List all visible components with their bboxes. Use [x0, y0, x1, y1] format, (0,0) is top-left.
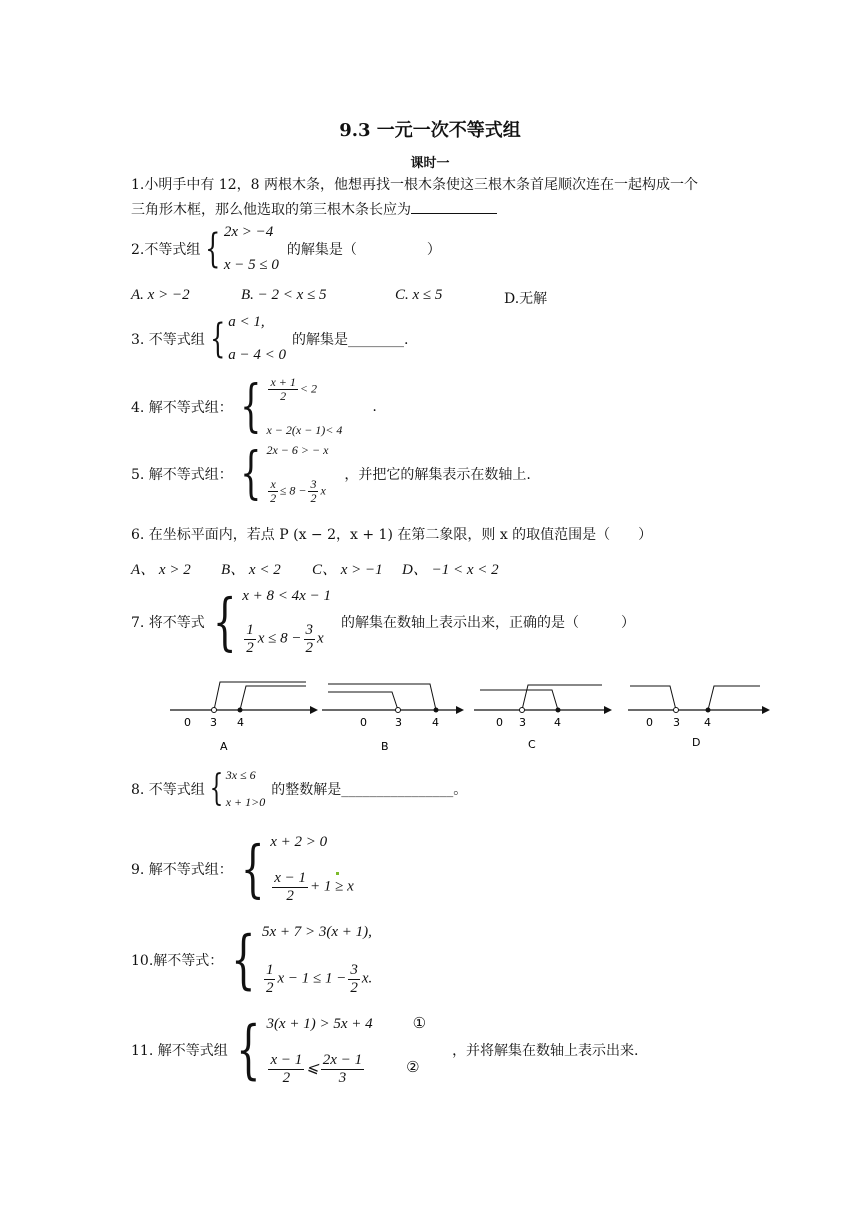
q10-frac2-den: 2	[350, 979, 358, 996]
q10-inequalities	[262, 924, 372, 996]
q9-ineq1: x + 2 > 0	[270, 834, 328, 850]
number-line-d[interactable]	[628, 686, 770, 749]
q11-frac2	[321, 1052, 364, 1086]
tick-c-4: 4	[554, 716, 561, 729]
q11-mark2: ②	[406, 1060, 420, 1077]
q3-brace: {	[209, 316, 226, 362]
tick-c-3: 3	[519, 716, 526, 729]
q4-fraction	[268, 376, 297, 403]
q10-frac2-num: 3	[350, 962, 358, 978]
range-c2	[522, 685, 602, 710]
q9-tail: + 1 ≥ x	[310, 878, 354, 895]
q8-brace: {	[209, 768, 224, 809]
range-d1	[630, 686, 676, 710]
q7-frac2-num: 3	[305, 622, 314, 638]
tick-d-3: 3	[673, 716, 680, 729]
q5-frac2	[308, 478, 318, 505]
q8-system	[131, 768, 467, 810]
q11-inequalities	[266, 1014, 426, 1086]
axis-arrow-d	[762, 706, 770, 714]
range-b1	[328, 692, 398, 710]
q4-num: x + 1	[270, 375, 296, 389]
q1-line2	[131, 199, 497, 219]
q5-frac2-num: 3	[310, 476, 317, 491]
q5-brace: {	[239, 441, 262, 506]
q2-brace: {	[205, 226, 221, 272]
q7-prefix: 7. 将不等式	[131, 615, 205, 631]
q6-option-b: B、 x < 2	[221, 562, 281, 578]
q4-brace: {	[239, 374, 262, 439]
q1-line1: 1.小明手中有 12，8 两根木条，他想再找一根木条使这三根木条首尾顺次连在一起构成一个	[131, 177, 698, 193]
q9-system	[131, 834, 354, 904]
tick-b-3: 3	[395, 716, 402, 729]
q11-suffix: ，并将解集在数轴上表示出来.	[452, 1043, 639, 1059]
open-dot-b3	[396, 708, 401, 713]
q10-frac1-num: 1	[265, 962, 274, 978]
q6-question: 6. 在坐标平面内，若点 P (x − 2，x + 1) 在第二象限，则 x 的取值范围是（ ）	[131, 527, 653, 543]
q10-ineq2	[262, 962, 372, 996]
q10-ineq1: 5x + 7 > 3(x + 1),	[261, 924, 372, 940]
q10-brace: {	[231, 923, 256, 997]
q6-option-c: C、 x > −1	[312, 562, 383, 578]
q3-ineq2: a − 4 < 0	[228, 347, 287, 363]
q10-frac2	[348, 962, 360, 996]
q7-tail: x	[317, 630, 324, 647]
q11-brace: {	[235, 1013, 261, 1087]
closed-dot-a4	[238, 708, 243, 713]
q10-mid: x − 1 ≤ 1 −	[277, 970, 347, 987]
q11-frac2-num: 2x − 1	[322, 1052, 363, 1068]
q7-frac1-den: 2	[246, 639, 254, 656]
q7-suffix: 的解集在数轴上表示出来，正确的是（ ）	[340, 615, 635, 631]
tick-d-4: 4	[704, 716, 711, 729]
closed-dot-b4	[434, 708, 439, 713]
q7-ineq1: x + 8 < 4x − 1	[242, 588, 331, 604]
q7-brace: {	[212, 585, 237, 658]
tick-c-0: 0	[496, 716, 503, 729]
q4-system	[131, 376, 377, 438]
q3-suffix: 的解集是________.	[292, 332, 409, 348]
q2-option-a: A. x > −2	[131, 287, 190, 303]
axis-arrow-b	[456, 706, 464, 714]
range-a2	[240, 686, 306, 710]
q4-suffix: .	[372, 399, 377, 415]
q5-frac1-num: x	[270, 476, 276, 491]
q5-ineq2	[266, 478, 328, 505]
q4-ineq1	[266, 376, 342, 403]
tick-a-4: 4	[237, 716, 244, 729]
q2-ineq2: x − 5 ≤ 0	[223, 257, 279, 273]
q8-suffix: 的整数解是________________。	[271, 782, 468, 798]
q11-ineq1	[266, 1014, 426, 1033]
q2-prefix: 2.不等式组	[131, 242, 201, 258]
q5-system	[131, 443, 531, 505]
page-subtitle: 课时一	[410, 156, 450, 171]
q10-system	[131, 924, 372, 996]
q9-frac-den: 2	[286, 887, 294, 904]
range-b2	[328, 684, 436, 710]
q2-option-c: C. x ≤ 5	[395, 287, 443, 303]
q7-frac1-num: 1	[246, 622, 254, 638]
q6-option-d: D、 −1 < x < 2	[402, 562, 499, 578]
open-dot-d3	[674, 708, 679, 713]
q5-mid: ≤ 8 −	[279, 483, 307, 498]
label-b: B	[381, 740, 389, 753]
tick-a-0: 0	[184, 716, 191, 729]
range-d2	[708, 686, 760, 710]
closed-dot-c4	[556, 708, 561, 713]
q7-inequalities	[242, 588, 331, 656]
label-a: A	[220, 740, 228, 753]
q7-frac1	[244, 622, 256, 656]
q3-ineq1: a < 1,	[228, 314, 265, 330]
q3-system	[131, 314, 408, 364]
q7-number-lines	[160, 670, 780, 760]
q9-frac-num: x − 1	[274, 870, 307, 886]
q5-inequalities	[266, 443, 328, 505]
q9-frac	[272, 870, 308, 904]
q2-system	[131, 224, 441, 274]
q11-frac1-den: 2	[282, 1069, 291, 1086]
q11-system	[131, 1014, 639, 1086]
label-d: D	[692, 736, 701, 749]
q3-prefix: 3. 不等式组	[131, 332, 205, 348]
q5-ineq1: 2x − 6 > − x	[266, 443, 329, 457]
q8-ineq1: 3x ≤ 6	[225, 768, 256, 782]
q1-answer-blank[interactable]	[411, 199, 497, 214]
open-dot-c3	[520, 708, 525, 713]
q2-inequalities	[224, 224, 279, 274]
axis-arrow-c	[604, 706, 612, 714]
tick-a-3: 3	[210, 716, 217, 729]
green-dot-mark	[336, 872, 339, 875]
q11-rel: ⩽	[306, 1060, 319, 1077]
q11-frac1	[268, 1052, 304, 1086]
range-c1	[480, 690, 558, 710]
q7-system	[131, 585, 635, 658]
number-line-c[interactable]	[474, 685, 612, 751]
q10-frac1-den: 2	[265, 979, 274, 996]
open-dot-a3	[212, 708, 217, 713]
q2-option-b: B. − 2 < x ≤ 5	[241, 287, 327, 303]
q4-rel1: < 2	[299, 381, 317, 396]
q7-mid: x ≤ 8 −	[257, 630, 302, 647]
q5-suffix: ，并把它的解集表示在数轴上.	[344, 467, 531, 483]
q2-ineq1: 2x > −4	[223, 224, 274, 240]
q3-inequalities	[228, 314, 286, 364]
label-c: C	[528, 738, 536, 751]
q10-tail: x.	[361, 970, 373, 987]
page-title: 9.3 一元一次不等式组	[339, 120, 521, 141]
number-line-a[interactable]	[170, 682, 318, 753]
q9-ineq2	[270, 870, 354, 904]
q11-mark1: ①	[412, 1016, 427, 1032]
axis-arrow-a	[310, 706, 318, 714]
q8-prefix: 8. 不等式组	[131, 782, 205, 798]
number-line-b[interactable]	[322, 684, 464, 753]
closed-dot-d4	[706, 708, 711, 713]
q2-option-d: D.无解	[504, 291, 548, 307]
tick-b-0: 0	[360, 716, 367, 729]
q11-ineq1-text: 3(x + 1) > 5x + 4	[266, 1016, 373, 1032]
q5-tail: x	[320, 483, 326, 498]
q4-prefix: 4. 解不等式组：	[131, 400, 233, 416]
q7-ineq2	[242, 622, 331, 656]
q4-den: 2	[280, 389, 287, 404]
q11-frac1-num: x − 1	[270, 1052, 303, 1068]
q9-brace: {	[240, 832, 265, 905]
tick-d-0: 0	[646, 716, 653, 729]
q10-frac1	[264, 962, 276, 996]
q7-frac2-den: 2	[305, 639, 314, 656]
q5-frac2-den: 2	[310, 490, 317, 505]
q11-ineq2	[266, 1052, 426, 1086]
q8-inequalities	[226, 768, 266, 810]
q4-ineq2: x − 2(x − 1)< 4	[266, 423, 343, 437]
q6-option-a: A、 x > 2	[131, 562, 191, 578]
q10-prefix: 10.解不等式：	[131, 953, 224, 969]
q11-prefix: 11. 解不等式组	[131, 1043, 228, 1059]
q11-frac2-den: 3	[338, 1069, 347, 1086]
q4-inequalities	[266, 376, 342, 438]
q7-frac2	[304, 622, 316, 656]
q9-prefix: 9. 解不等式组：	[131, 862, 233, 878]
q2-suffix: 的解集是（ ）	[286, 242, 441, 258]
q5-frac1	[268, 478, 277, 505]
q1-line2-text: 三角形木框，那么他选取的第三根木条长应为	[131, 202, 411, 218]
q5-prefix: 5. 解不等式组：	[131, 467, 233, 483]
tick-b-4: 4	[432, 716, 439, 729]
q5-frac1-den: 2	[270, 490, 277, 505]
q8-ineq2: x + 1>0	[225, 795, 266, 809]
q9-inequalities	[270, 834, 354, 904]
